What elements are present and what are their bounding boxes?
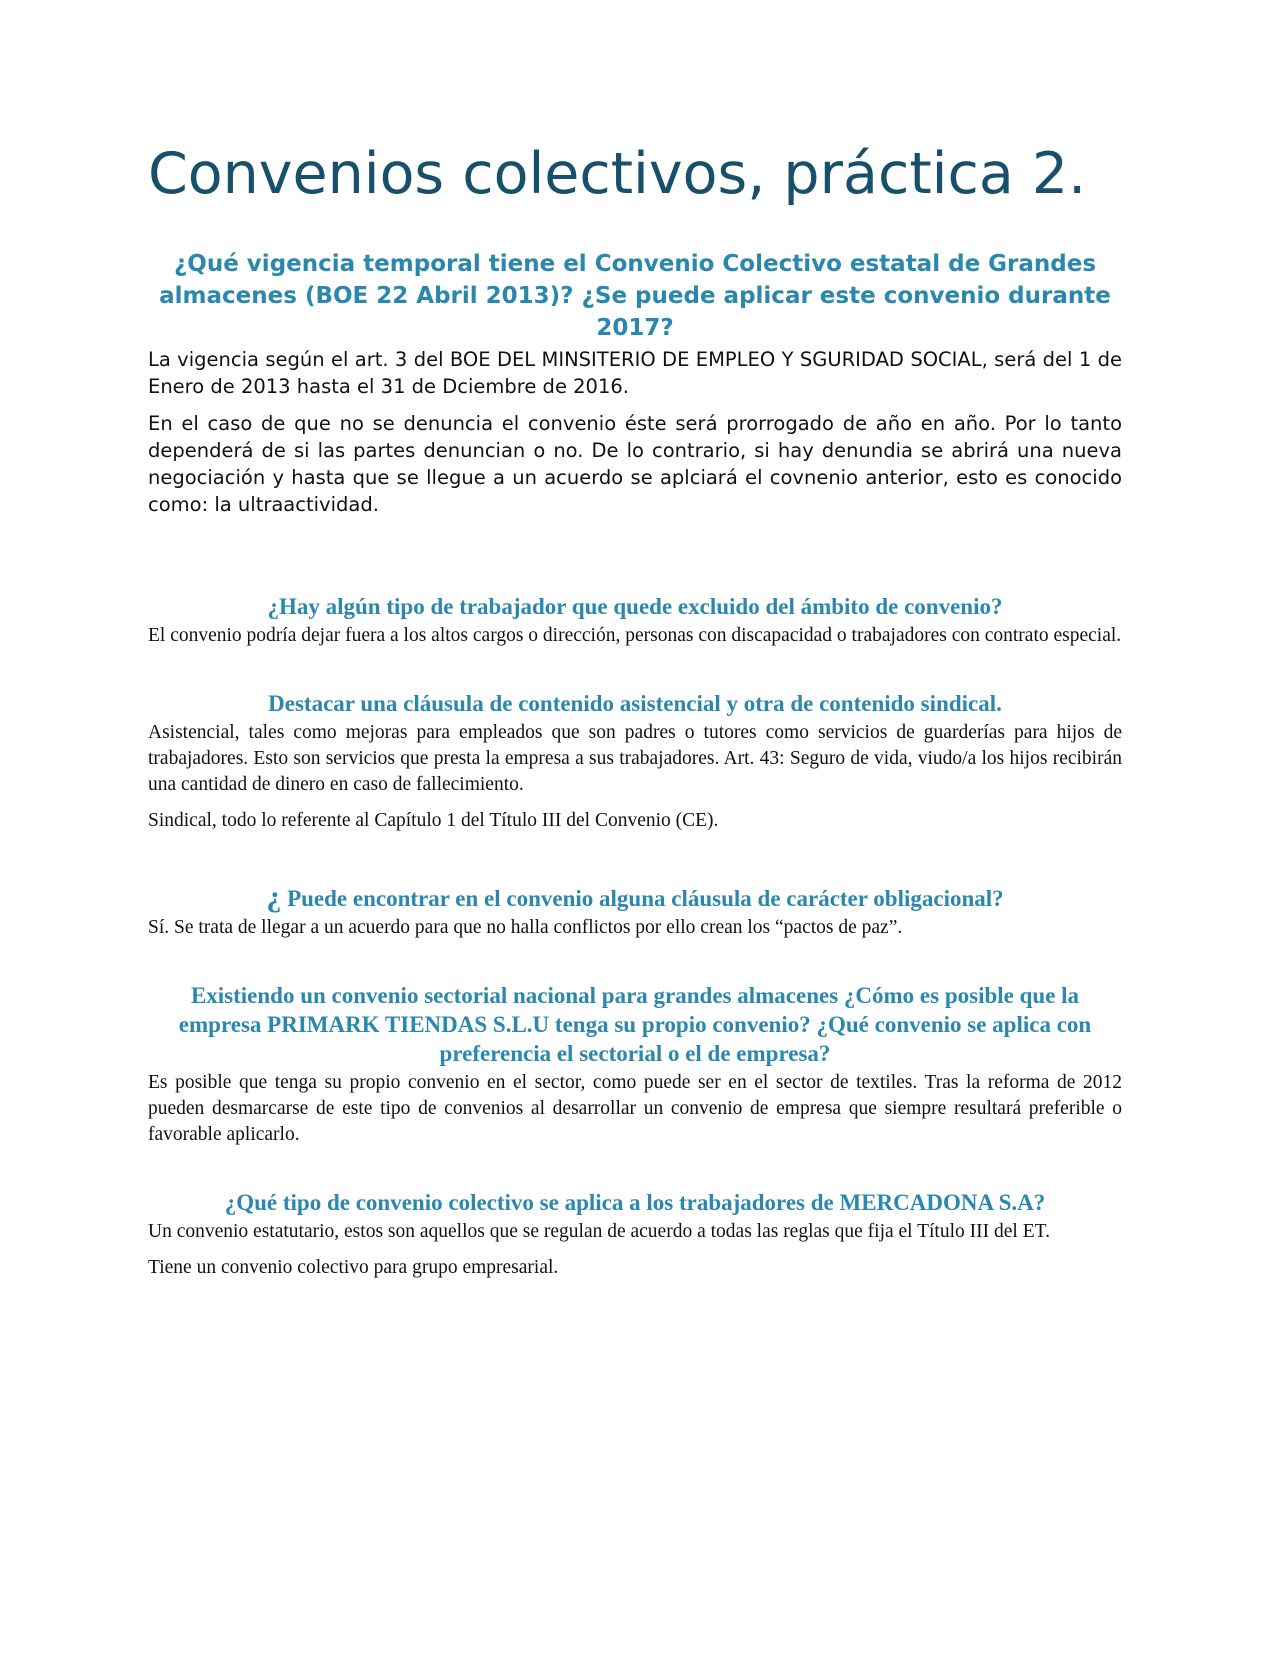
section-heading-text: Puede encontrar en el convenio alguna cláusula de carácter obligacional? [281, 886, 1004, 912]
section-heading: Existiendo un convenio sectorial nacional para grandes almacenes ¿Cómo es posible que la empresa PRIMARK TIENDAS S.L.U tenga su propio convenio? ¿Qué convenio se aplica con preferencia el sectorial o el de empresa? [178, 983, 1092, 1067]
section-mercadona [148, 1188, 1122, 1281]
section-heading [148, 882, 1122, 913]
section-paragraph: Es posible que tenga su propio convenio en el sector, como puede ser en el sector de textiles. Tras la reforma de 2012 pueden desmarcarse de este tipo de convenios al desarrollar un convenio de empresa que siempre resultará preferible o favorable aplicarlo. [148, 1072, 1122, 1146]
section-excluidos [148, 592, 1122, 649]
section-primark [148, 981, 1122, 1148]
section-vigencia [148, 248, 1122, 518]
document-body [148, 140, 1122, 1281]
section-heading: ¿Qué tipo de convenio colectivo se aplica a los trabajadores de MERCADONA S.A? [224, 1190, 1046, 1216]
section-paragraph: Un convenio estatutario, estos son aquellos que se regulan de acuerdo a todas las reglas que fija el Título III del ET. [148, 1221, 1050, 1243]
question-mark-glyph: ¿ [266, 880, 282, 914]
section-paragraph: En el caso de que no se denuncia el convenio éste será prorrogado de año en año. Por lo tanto dependerá de si las partes denuncian o no. De lo contrario, si hay denundia se abrirá una nueva negociación y hasta que se llegue a un acuerdo se aplciará el covnenio anterior, esto es conocido como: la ultraactividad. [148, 412, 1122, 517]
section-paragraph: La vigencia según el art. 3 del BOE DEL MINSITERIO DE EMPLEO Y SGURIDAD SOCIAL, será del 1 de Enero de 2013 hasta el 31 de Dciembre de 2016. [148, 348, 1122, 399]
section-paragraph: El convenio podría dejar fuera a los altos cargos o dirección, personas con discapacidad o trabajadores con contrato especial. [148, 625, 1122, 647]
section-paragraph: Sí. Se trata de llegar a un acuerdo para que no halla conflictos por ello crean los “pactos de paz”. [148, 917, 903, 939]
section-obligacional [148, 882, 1122, 941]
section-heading: ¿Qué vigencia temporal tiene el Convenio Colectivo estatal de Grandes almacenes (BOE 22 Abril 2013)? ¿Se puede aplicar este convenio durante 2017? [159, 251, 1111, 342]
section-clausulas [148, 689, 1122, 834]
section-heading: Destacar una cláusula de contenido asistencial y otra de contenido sindical. [268, 691, 1002, 717]
section-paragraph: Sindical, todo lo referente al Capítulo 1 del Título III del Convenio (CE). [148, 810, 719, 832]
section-heading: ¿Hay algún tipo de trabajador que quede excluido del ámbito de convenio? [267, 594, 1003, 620]
page-title: Convenios colectivos, práctica 2. [148, 141, 1087, 207]
section-paragraph: Tiene un convenio colectivo para grupo empresarial. [148, 1257, 559, 1279]
section-paragraph: Asistencial, tales como mejoras para empleados que son padres o tutores como servicios de guarderías para hijos de trabajadores. Esto son servicios que presta la empresa a sus trabajadores. Art. 43: Seguro de vida, viudo/a los hijos recibirán una cantidad de dinero en caso de fallecimiento. [148, 722, 1122, 796]
